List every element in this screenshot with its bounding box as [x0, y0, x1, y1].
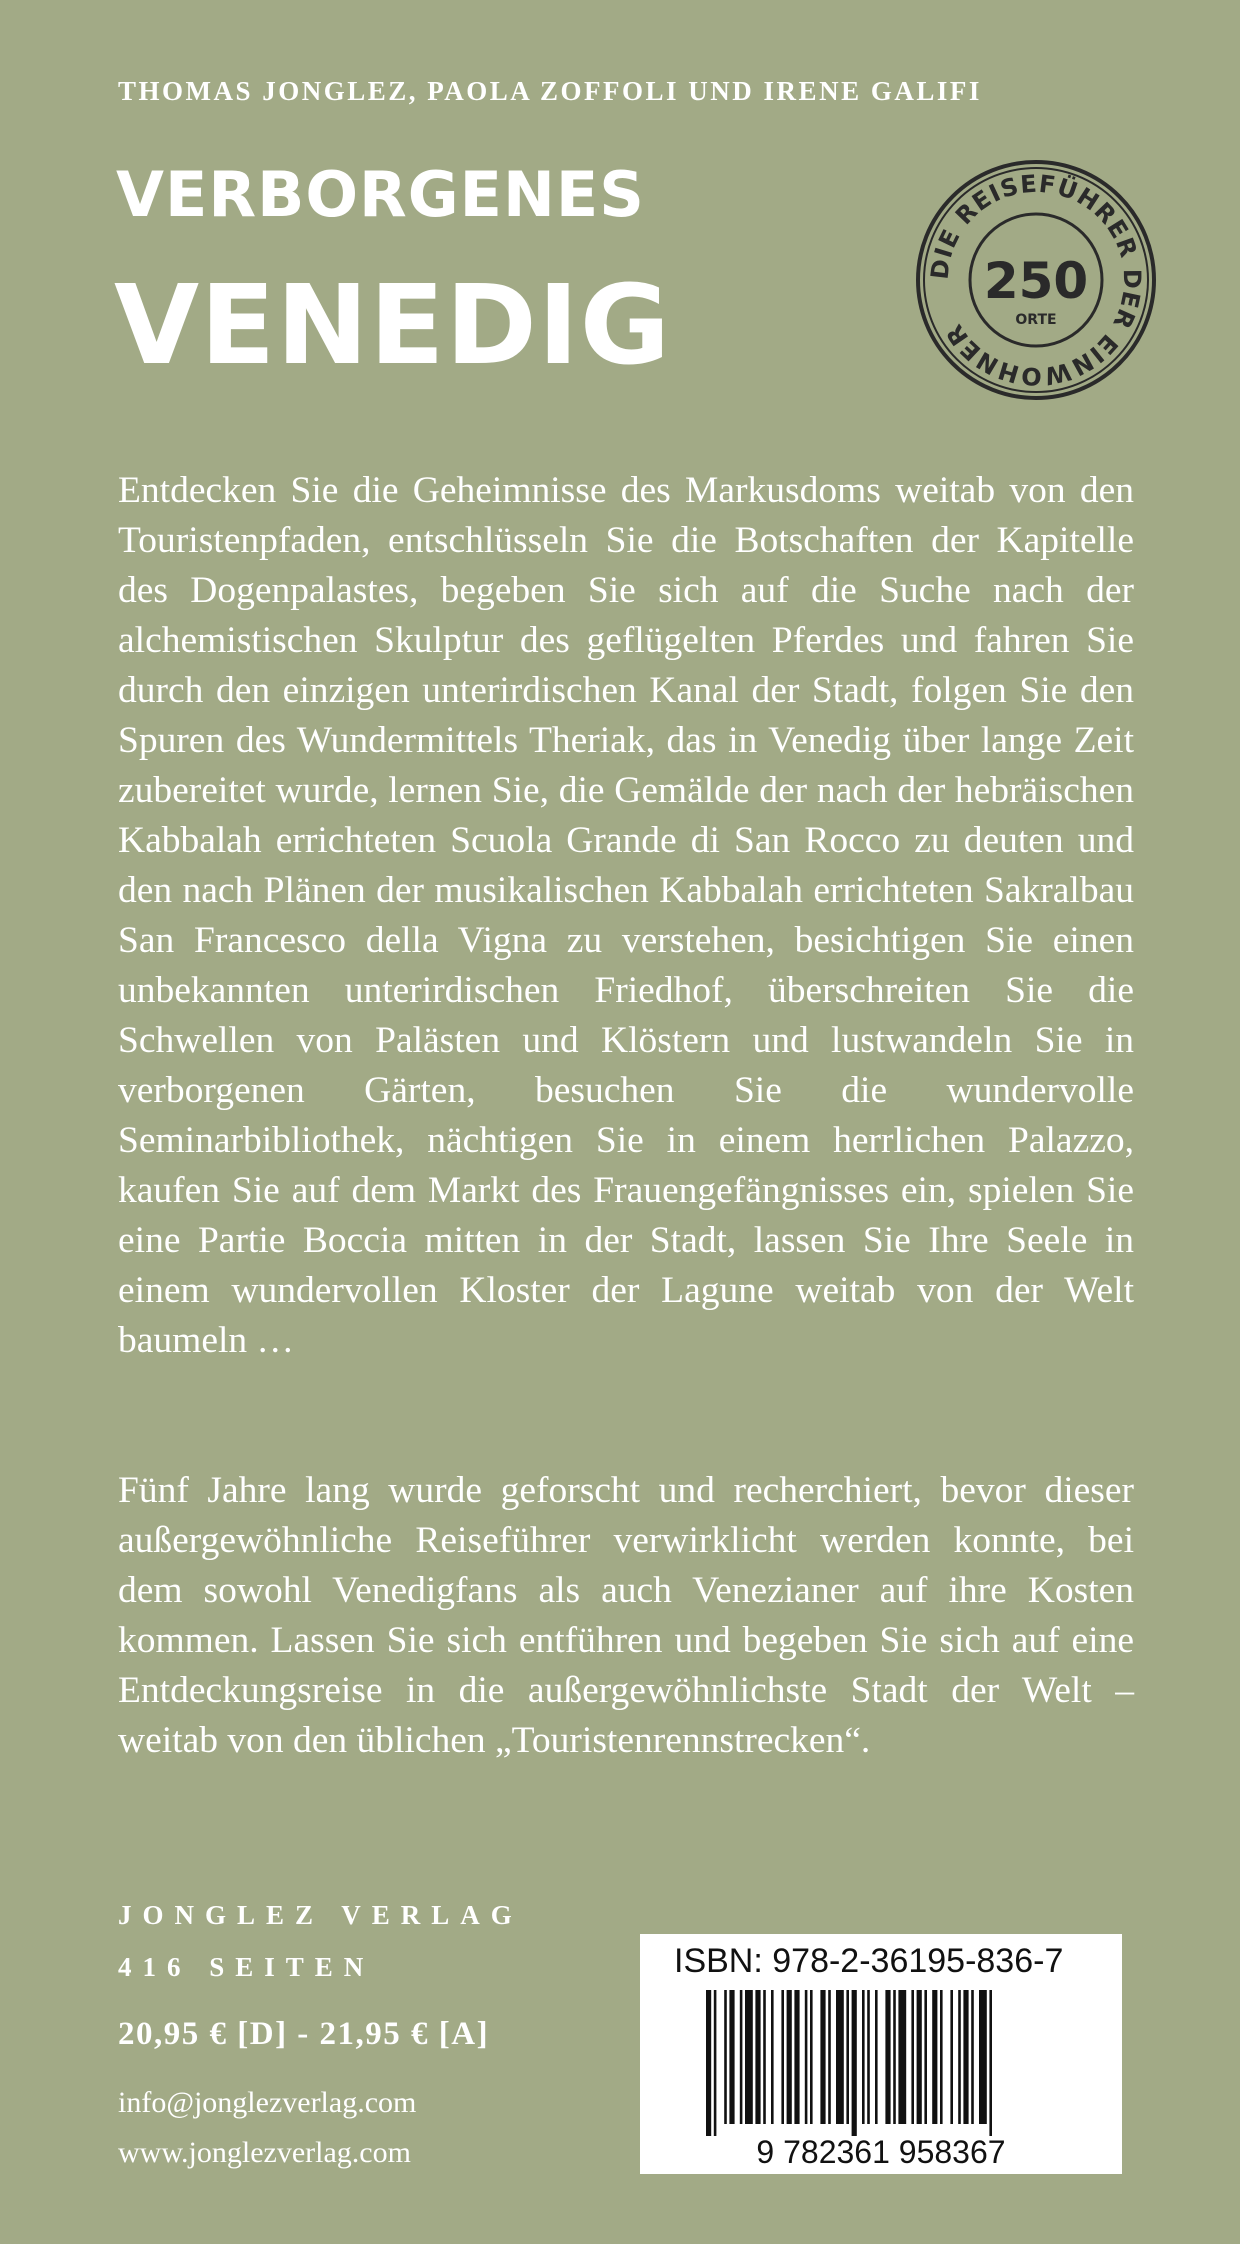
description-paragraph-2: Fünf Jahre lang wurde geforscht und recherchiert, bevor dieser außergewöhnliche Reiseführer verwirklicht werden konnte, bei dem sowohl Venedigfans als auch Venezianer auf ihre Kosten kommen. Lassen Sie sich entführen und begeben Sie sich auf eine Entdeckungsreise in die außergewöhnlichste Stadt der Welt – weitab von den üblichen „Touristenrennstrecken“.: [118, 1470, 1134, 1761]
stamp-seal-icon: [914, 158, 1158, 402]
barcode-bar: [924, 1990, 927, 2124]
barcode-bar: [963, 1990, 968, 2124]
barcode-bar: [940, 1990, 943, 2124]
barcode-bar: [828, 1990, 831, 2124]
barcode-bar: [729, 1990, 734, 2124]
barcode-bar: [958, 1990, 961, 2124]
publisher-name: JONGLEZ VERLAG: [118, 1900, 523, 1930]
barcode-bar: [794, 1990, 799, 2124]
barcode-bar: [836, 1990, 844, 2124]
barcode-bar: [706, 1990, 711, 2136]
website: www.jonglezverlag.com: [118, 2136, 411, 2169]
barcode-bar: [781, 1990, 784, 2124]
barcode-bar: [755, 1990, 760, 2124]
barcode-bar: [846, 1990, 849, 2124]
book-title-line-1: VERBORGENES: [116, 158, 645, 231]
barcode-bar: [763, 1990, 766, 2124]
barcode-digits: 9 782361 958367: [756, 2134, 1006, 2170]
barcode-bar: [898, 1990, 906, 2124]
barcode-bar: [867, 1990, 870, 2124]
stamp-number: 250: [983, 252, 1089, 310]
book-title-line-2: VENEDIG: [114, 261, 671, 389]
isbn-label: ISBN: 978-2-36195-836-7: [674, 1942, 1064, 1980]
barcode-bar: [852, 1990, 857, 2136]
barcode-icon: [640, 1934, 1122, 2174]
barcode-bar: [714, 1990, 717, 2136]
price: 20,95 € [D] - 21,95 € [A]: [118, 2016, 490, 2052]
barcode-bar: [979, 1990, 987, 2124]
barcode-bar: [724, 1990, 727, 2124]
contact-email: info@jonglezverlag.com: [118, 2086, 417, 2119]
barcode-bar: [911, 1990, 914, 2124]
page-count: 416 SEITEN: [118, 1952, 375, 1982]
barcode-bar: [810, 1990, 813, 2124]
barcode-bar: [805, 1990, 808, 2124]
barcode-bar: [950, 1990, 953, 2124]
barcode-bar: [917, 1990, 922, 2124]
barcode-bar: [989, 1990, 992, 2136]
barcode-bar: [740, 1990, 743, 2124]
barcode-bar: [862, 1990, 865, 2124]
barcode-bar: [875, 1990, 878, 2124]
barcode-bar: [820, 1990, 825, 2124]
barcode-panel: [640, 1934, 1122, 2174]
author-names: THOMAS JONGLEZ, PAOLA ZOFFOLI UND IRENE GALIFI: [118, 76, 982, 106]
description-paragraph-1: Entdecken Sie die Geheimnisse des Markusdoms weitab von den Touristenpfaden, entschlüsseln Sie die Botschaften der Kapitelle des Dogenpalastes, begeben Sie sich auf die Suche nach der alchemistischen Skulptur des geflügelten Pferdes und fahren Sie durch den einzigen unterirdischen Kanal der Stadt, folgen Sie den Spuren des Wundermittels Theriak, das in Venedig über lange Zeit zubereitet wurde, lernen Sie, die Gemälde der nach der hebräischen Kabbalah errichteten Scuola Grande di San Rocco zu deuten und den nach Plänen der musikalischen Kabbalah errichteten Sakralbau San Francesco della Vigna zu verstehen, besichtigen Sie einen unbekannten unterirdischen Friedhof, überschreiten Sie die Schwellen von Palästen und Klöstern und lustwandeln Sie in verborgenen Gärten, besuchen Sie die wundervolle Seminarbibliothek, nächtigen Sie in einem herrlichen Palazzo, kaufen Sie auf dem Markt des Frauengefängnisses ein, spielen Sie eine Partie Boccia mitten in der Stadt, lassen Sie Ihre Seele in einem wundervollen Kloster der Lagune weitab von der Welt baumeln …: [118, 470, 1134, 1361]
barcode-bar: [893, 1990, 896, 2124]
barcode-bar: [787, 1990, 792, 2124]
stamp-ring-text: DIE REISEFÜHRER DER EINWOHNER: [925, 169, 1147, 391]
barcode-bar: [885, 1990, 890, 2124]
barcode-bar: [771, 1990, 774, 2124]
barcode-bar: [971, 1990, 974, 2124]
stamp-label: ORTE: [1015, 312, 1057, 328]
barcode-bar: [932, 1990, 937, 2124]
barcode-bar: [745, 1990, 753, 2124]
